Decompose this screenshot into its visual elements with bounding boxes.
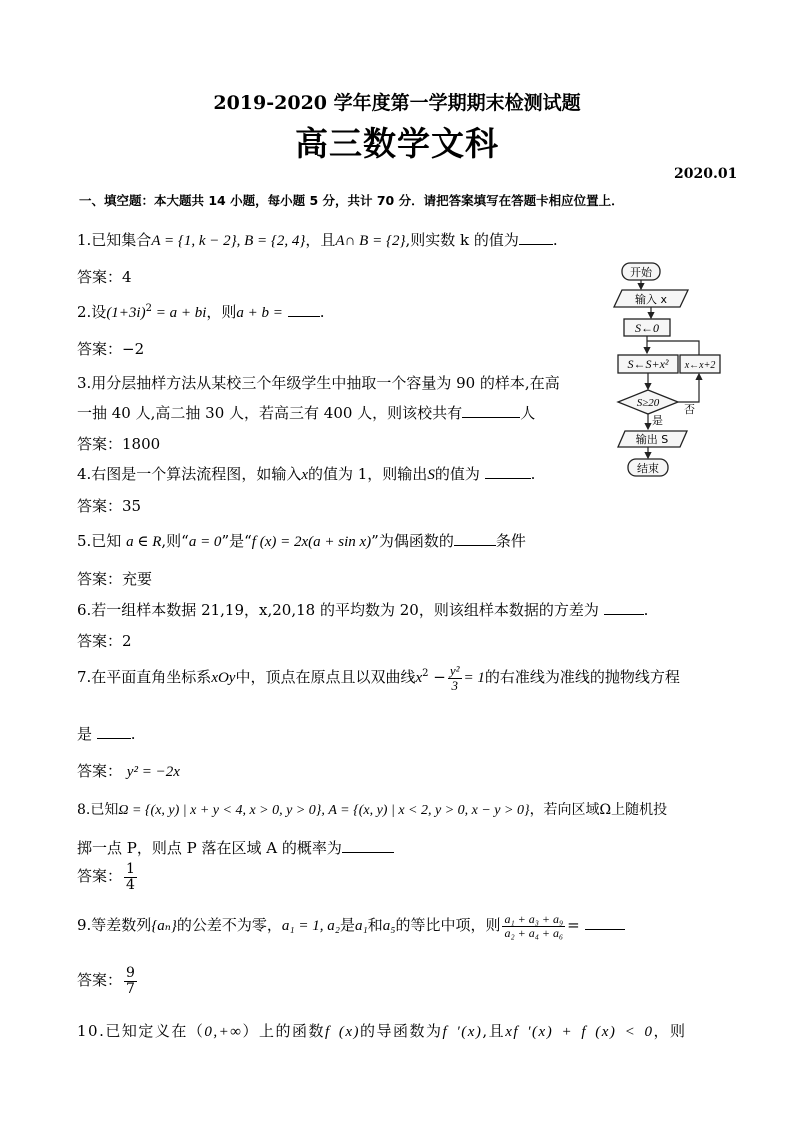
question-5: 5.已知 a ∈ R,则“a = 0”是“f (x) = 2x(a + sin x)”为偶函数的 条件 <box>77 532 526 550</box>
section-heading: 一、填空题：本大题共 14 小题，每小题 5 分，共计 70 分．请把答案填写在答题卡相应位置上． <box>79 193 624 208</box>
exam-date: 2020.01 <box>674 166 738 182</box>
flowchart-increment-label: x←x+2 <box>684 360 716 371</box>
question-6: 6.若一组样本数据 21,19，x,20,18 的平均数为 20，则该组样本数据的方差为 . <box>77 601 649 619</box>
exam-subject: 高三数学文科 <box>295 124 499 163</box>
answer-9: 答案： $\frac{9}{7}$ <box>77 965 135 997</box>
question-8: 8.已知Ω = {(x, y) | x + y < 4, x > 0, y > 0}, A = {(x, y) | x < 2, y > 0, x − y > 0}，若向区域Ω上随机投 <box>77 802 668 818</box>
flowchart-start-label: 开始 <box>630 266 652 279</box>
question-4: 4.右图是一个算法流程图，如输入x的值为 1，则输出S的值为 . <box>77 465 536 483</box>
question-7: 7.在平面直角坐标系xOy中，顶点在原点且以双曲线$x^2$ − $\frac{\text{y²}}{3}$ = 1的右准线为准线的抛物线方程 <box>77 663 680 693</box>
flowchart-input-label: 输入 x <box>634 293 668 306</box>
answer-7: 答案： y² = −2x <box>77 762 180 780</box>
answer-2: 答案：−2 <box>77 340 145 358</box>
algorithm-flowchart <box>600 255 740 485</box>
question-3-line1: 3.用分层抽样方法从某校三个年级学生中抽取一个容量为 90 的样本,在高 <box>77 374 560 392</box>
flowchart-end-label: 结束 <box>637 462 659 475</box>
question-2: 2.设$(1+3i)^2 = a$ + bi，则a + b = . <box>77 303 325 321</box>
flowchart-init-label: S←0 <box>635 321 659 335</box>
answer-4: 答案：35 <box>77 497 142 515</box>
question-3-line2: 一抽 40 人,高二抽 30 人，若高三有 400 人，则该校共有 人 <box>77 404 536 422</box>
answer-1: 答案：4 <box>77 268 132 286</box>
flowchart-no-label: 否 <box>684 403 695 416</box>
answer-3: 答案：1800 <box>77 435 161 453</box>
flowchart-yes-label: 是 <box>652 414 663 427</box>
answer-8: 答案： $\frac{1}{4}$ <box>77 861 135 893</box>
flowchart-decision-label: S≥20 <box>636 397 660 409</box>
question-8-line2: 掷一点 P，则点 P 落在区域 A 的概率为 <box>77 837 394 858</box>
question-9: 9.等差数列{aₙ}的公差不为零，a₁ = 1, a₂是a₁和a₅的等比中项，则 $\frac{\text{a₁ + a₃ + a₉}}{\text{a₂ + a₄ + a₆}}$ = <box>77 913 625 939</box>
exam-title: 2019-2020 学年度第一学期期末检测试题 <box>213 92 581 114</box>
answer-5: 答案：充要 <box>77 570 153 588</box>
question-7-line2: 是 . <box>77 725 136 743</box>
flowchart-update-label: S←S+x² <box>627 357 669 371</box>
question-1: 1.已知集合A = {1, k − 2}, B = {2, 4}，且A∩ B = {2},则实数 k 的值为 . <box>77 231 558 249</box>
answer-6: 答案：2 <box>77 632 132 650</box>
question-10: 10.已知定义在（0,+∞）上的函数f (x)的导函数为f ′(x),且xf ′(x) + f (x) < 0，则 <box>77 1022 687 1040</box>
flowchart-output-label: 输出 S <box>635 433 669 446</box>
